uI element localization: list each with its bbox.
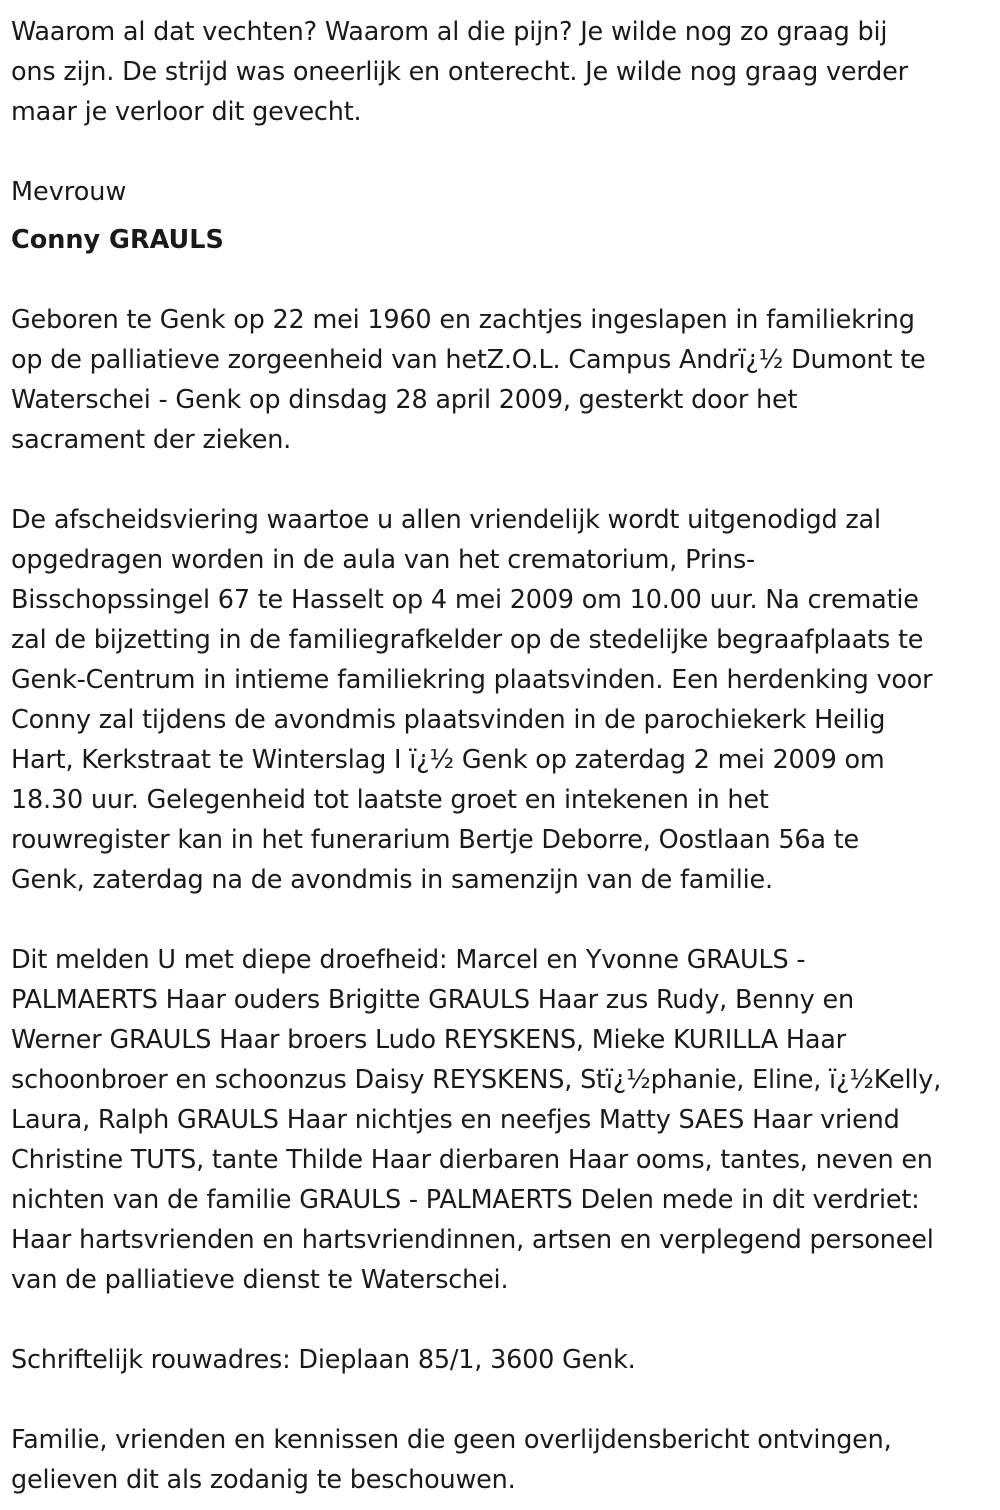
ceremony-paragraph: De afscheidsviering waartoe u allen vriendelijk wordt uitgenodigd zal opgedragen worden in de aula van het crematorium, Prins- Bisschopssingel 67 te Hasselt op 4 mei 2009 om 10.00 uur. Na crematie zal de bijzetting in de familiegrafkelder op de stedelijke begraafplaats te Genk-Centrum in intieme familiekring plaatsvinden. Een herdenking voor Conny zal tijdens de avondmis plaatsvinden in de parochiekerk Heilig Hart, Kerkstraat te Winterslag I ï¿½ Genk op zaterdag 2 mei 2009 om 18.30 uur. Gelegenheid tot laatste groet en intekenen in het rouwregister kan in het funerarium Bertje Deborre, Oostlaan 56a te Genk, zaterdag na de avondmis in samenzijn van de familie. xyxy=(11,505,933,895)
spacer xyxy=(11,260,990,300)
honorific-title: Mevrouw xyxy=(11,177,127,207)
intro-poem: Waarom al dat vechten? Waarom al die pijn? Je wilde nog zo graag bij ons zijn. De strijd was oneerlijk en onterecht. Je wilde nog graag verder maar je verloor dit gevecht. xyxy=(11,17,908,127)
family-paragraph: Dit melden U met diepe droefheid: Marcel en Yvonne GRAULS - PALMAERTS Haar ouders Brigitte GRAULS Haar zus Rudy, Benny en Werner GRAULS Haar broers Ludo REYSKENS, Mieke KURILLA Haar schoonbroer en schoonzus Daisy REYSKENS, Stï¿½phanie, Eline, ï¿½Kelly, Laura, Ralph GRAULS Haar nichtjes en neefjes Matty SAES Haar vriend Christine TUTS, tante Thilde Haar dierbaren Haar ooms, tantes, neven en nichten van de familie GRAULS - PALMAERTS Delen mede in dit verdriet: Haar hartsvrienden en hartsvriendinnen, artsen en verplegend personeel van de palliatieve dienst te Waterschei. xyxy=(11,945,942,1295)
mourning-address: Schriftelijk rouwadres: Dieplaan 85/1, 3600 Genk. xyxy=(11,1345,636,1375)
birth-death-paragraph: Geboren te Genk op 22 mei 1960 en zachtjes ingeslapen in familiekring op de palliatieve zorgeenheid van hetZ.O.L. Campus Andrï¿½ Dumont te Waterschei - Genk op dinsdag 28 april 2009, gesterkt door het sacrament der zieken. xyxy=(11,305,926,455)
spacer xyxy=(11,132,990,172)
spacer xyxy=(11,1380,990,1420)
spacer xyxy=(11,1300,990,1340)
closing-note: Familie, vrienden en kennissen die geen overlijdensbericht ontvingen, gelieven dit als zodanig te beschouwen. xyxy=(11,1425,892,1495)
spacer xyxy=(11,460,990,500)
deceased-name: Conny GRAULS xyxy=(11,225,224,255)
spacer xyxy=(11,900,990,940)
